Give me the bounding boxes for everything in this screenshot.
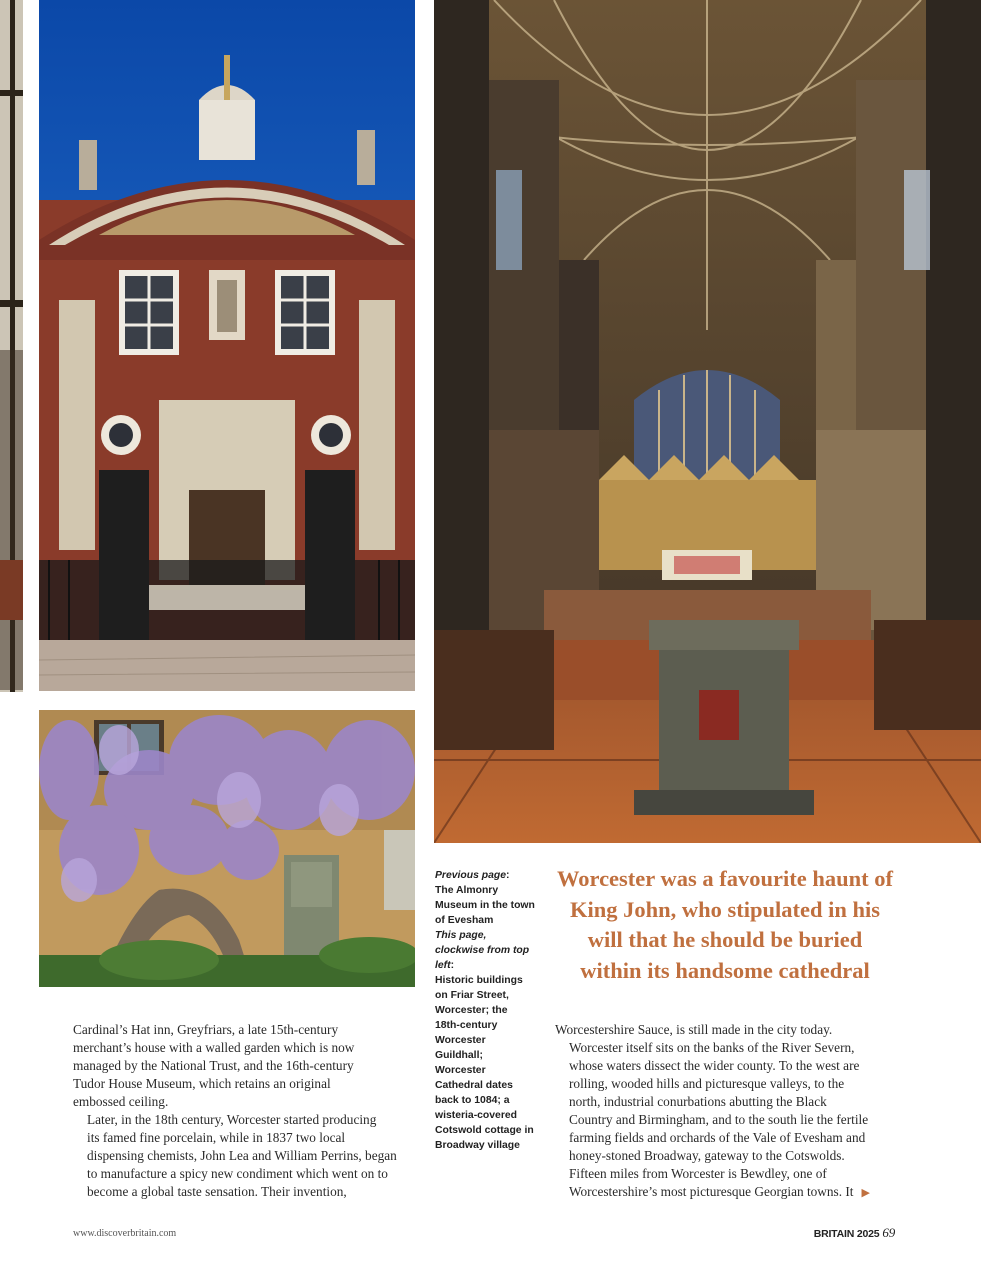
footer-folio — [814, 1225, 895, 1241]
friar-street-photo-edge — [0, 0, 23, 692]
text-line: Tudor House Museum, which retains an original — [73, 1076, 331, 1091]
text-line: embossed ceiling. — [73, 1094, 169, 1109]
text-line: to manufacture a spicy new condiment which went on to — [87, 1166, 388, 1181]
guildhall-photo — [39, 0, 415, 691]
text-line: farming fields and orchards of the Vale of Evesham and — [569, 1130, 866, 1145]
page-number: 69 — [882, 1225, 895, 1240]
text-line-last — [555, 1183, 900, 1202]
caption-prev-text: The Almonry Museum in the town of Evesham — [435, 885, 535, 926]
text-line: honey-stoned Broadway, gateway to the Cotswolds. — [569, 1148, 845, 1163]
paragraph — [73, 1111, 418, 1201]
footer-brand-name: BRITAIN 2025 — [813, 1228, 880, 1240]
text-line: Worcester itself sits on the banks of the River Severn, — [569, 1040, 855, 1055]
text-line-content: Worcestershire’s most picturesque Georgian towns. It — [569, 1184, 854, 1199]
text-line: managed by the National Trust, and the 16th-century — [73, 1058, 354, 1073]
paragraph — [555, 1021, 900, 1039]
body-column-left — [73, 1021, 418, 1201]
paragraph — [73, 1021, 418, 1111]
text-line: Worcestershire Sauce, is still made in the city today. — [555, 1022, 833, 1037]
wisteria-cottage-photo — [39, 710, 415, 987]
text-line: Cardinal’s Hat inn, Greyfriars, a late 15th-century — [73, 1022, 339, 1037]
text-line: merchant’s house with a walled garden which is now — [73, 1040, 355, 1055]
text-line: whose waters dissect the wider county. To the west are — [569, 1058, 860, 1073]
caption-this-label: This page, clockwise from top left — [435, 930, 530, 971]
text-line: Country and Birmingham, and to the south lie the fertile — [569, 1112, 869, 1127]
paragraph — [555, 1165, 900, 1202]
body-column-right — [555, 1021, 900, 1202]
continue-arrow-icon: ▶ — [861, 1187, 870, 1199]
text-line: rolling, wooded hills and picturesque valleys, to the — [569, 1076, 845, 1091]
photo-caption: Previous page: The Almonry Museum in the town of Evesham This page, clockwise from top left: Historic buildings on Friar Street, Worcester; the 18th-century Worcester Guildhall; Worcester Cathedral dates back to 1084; a wisteria-covered Cotswold cottage in Broadway village — [435, 870, 535, 1151]
pull-quote: Worcester was a favourite haunt of King John, who stipulated in his will that he should be buried within its handsome cathedral — [556, 866, 893, 983]
text-line: become a global taste sensation. Their invention, — [87, 1184, 347, 1199]
paragraph — [555, 1039, 900, 1165]
cathedral-photo — [434, 0, 981, 843]
text-line: Fifteen miles from Worcester is Bewdley, one of — [569, 1166, 827, 1181]
text-line: its famed fine porcelain, while in 1837 two local — [87, 1130, 346, 1145]
caption-this-text: Historic buildings on Friar Street, Worcester; the 18th-century Worcester Guildhall; Worcester Cathedral dates back to 1084; a wisteria-covered Cotswold cottage in Broadway village — [435, 975, 534, 1151]
footer-website-link[interactable]: www.discoverbritain.com — [73, 1228, 177, 1239]
text-line: dispensing chemists, John Lea and William Perrins, began — [87, 1148, 397, 1163]
text-line: Later, in the 18th century, Worcester started producing — [87, 1112, 377, 1127]
text-line: north, industrial conurbations abutting the Black — [569, 1094, 827, 1109]
caption-prev-label: Previous page — [435, 870, 507, 881]
